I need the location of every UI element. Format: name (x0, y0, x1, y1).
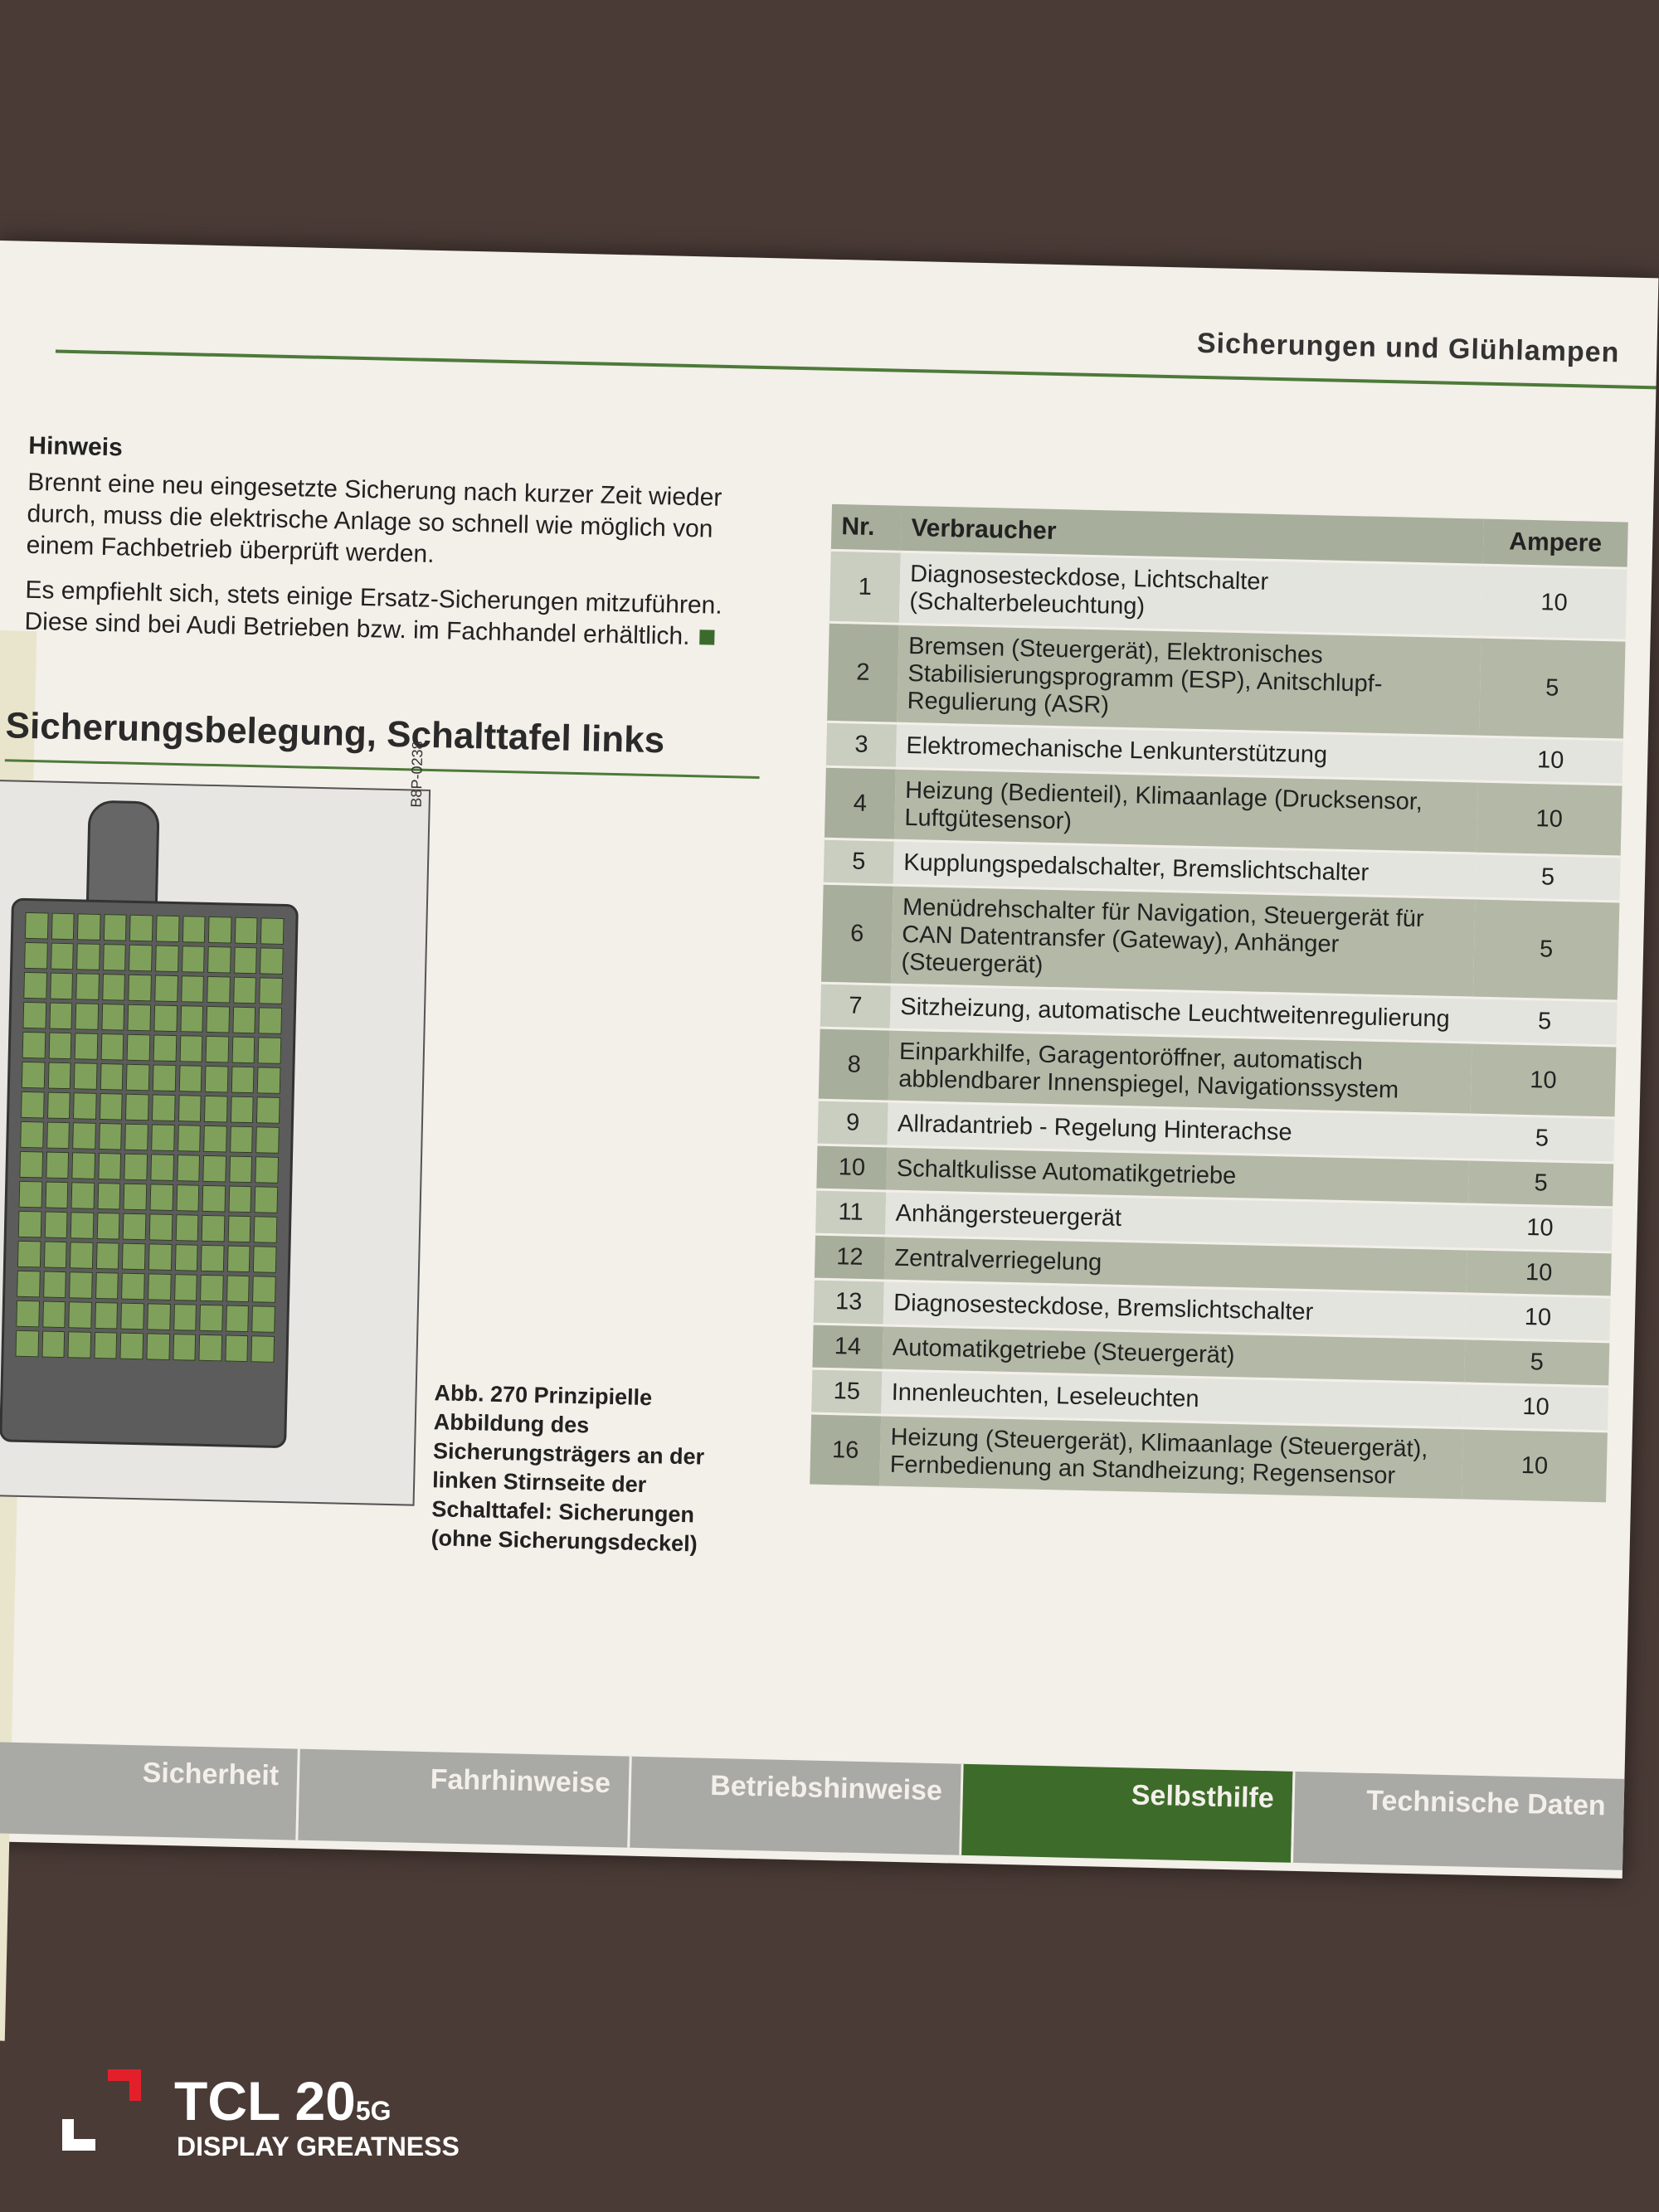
fuse-slot (153, 1004, 177, 1032)
section-rule (5, 759, 760, 779)
fuse-row (821, 883, 1619, 1001)
fuse-slot (206, 1036, 229, 1063)
fuse-box-figure (0, 741, 431, 1506)
fuse-nr-cell: 14 (812, 1324, 883, 1370)
fuse-slot (102, 974, 125, 1001)
page-header-title: Sicherungen und Glühlampen (1196, 327, 1620, 369)
fuse-slot (124, 1154, 148, 1181)
fuse-slot (231, 1067, 255, 1094)
fuse-slot (156, 915, 179, 942)
fuse-slot (76, 943, 100, 970)
fuse-slot (229, 1156, 252, 1184)
note-paragraph-1: Brennt eine neu eingesetzte Sicherung nach kurzer Zeit wieder durch, muss die elektrische Anlage so schnell wie möglich von einem Fachbetrieb überprüft werden. (26, 468, 722, 568)
fuse-amp-cell: 10 (1481, 565, 1627, 640)
fuse-amp-cell: 5 (1475, 853, 1620, 902)
fuse-slot (95, 1302, 118, 1330)
fuse-slot (252, 1305, 275, 1333)
fuse-nr-cell: 2 (827, 622, 899, 723)
chapter-tab[interactable]: Technische Daten (1291, 1772, 1624, 1870)
fuse-slot (69, 1271, 92, 1299)
fuse-slot (46, 1122, 70, 1150)
fuse-slot (68, 1301, 91, 1329)
fuse-slot (227, 1216, 251, 1243)
fuse-slot (203, 1155, 226, 1183)
fuse-slot (207, 976, 230, 1004)
fuse-slot (149, 1213, 173, 1241)
fuse-desc-cell: Heizung (Steuergerät), Klimaanlage (Steuergerät), Fernbedienung an Standheizung; Regensensor (879, 1415, 1463, 1499)
fuse-slot (199, 1305, 222, 1332)
fuse-carrier-illustration (0, 898, 299, 1449)
fuse-slot (98, 1153, 121, 1180)
chapter-tab[interactable]: Selbsthilfe (959, 1764, 1292, 1863)
fuse-desc-cell: Automatikgetriebe (Steuergerät) (882, 1325, 1465, 1383)
fuse-slot (47, 1092, 71, 1120)
fuse-amp-cell: 10 (1465, 1294, 1610, 1342)
fuse-nr-cell: 10 (816, 1145, 887, 1191)
fuse-slot (182, 946, 205, 973)
fuse-slot (205, 1066, 228, 1093)
fuse-slot (147, 1303, 170, 1330)
fuse-nr-cell: 11 (815, 1189, 886, 1236)
fuse-nr-cell: 8 (819, 1028, 890, 1101)
chapter-tab[interactable]: Fahrhinweise (295, 1749, 629, 1848)
figure-code: B8P-0238 (407, 741, 426, 808)
header-nr: Nr. (831, 504, 902, 552)
fuse-amp-cell: 5 (1472, 998, 1618, 1046)
fuse-slot (44, 1242, 67, 1269)
fuse-slot (43, 1271, 66, 1299)
fuse-amp-cell: 10 (1462, 1428, 1608, 1502)
fuse-desc-cell: Sitzheizung, automatische Leuchtweitenregulierung (890, 984, 1473, 1043)
fuse-slot (97, 1213, 120, 1240)
fuse-slot (207, 1006, 230, 1033)
fuse-slot (252, 1276, 275, 1303)
header-ampere: Ampere (1483, 519, 1628, 568)
fuse-slot (173, 1304, 197, 1331)
fuse-slot (126, 1064, 149, 1091)
fuse-slot (173, 1334, 196, 1361)
fuse-nr-cell: 1 (830, 550, 901, 624)
fuse-amp-cell: 5 (1469, 1115, 1614, 1163)
fuse-slot (15, 1330, 38, 1358)
fuse-slot (256, 1126, 280, 1154)
fuse-nr-cell: 16 (810, 1413, 881, 1485)
fuse-nr-cell: 9 (818, 1100, 888, 1146)
fuse-slot (22, 1062, 45, 1089)
fuse-slot (19, 1151, 42, 1179)
fuse-slot (255, 1186, 278, 1213)
tcl-logo-icon (62, 2069, 137, 2152)
fuse-slot (208, 916, 231, 944)
fuse-slot (234, 947, 257, 975)
fuse-amp-cell: 10 (1467, 1204, 1613, 1252)
fuse-slot (127, 1034, 150, 1062)
fuse-slot (23, 972, 46, 999)
chapter-tabs (0, 1742, 1624, 1870)
fuse-slot (260, 917, 284, 945)
fuse-slot (129, 915, 153, 942)
fuse-slot (181, 975, 204, 1003)
figure-caption: Abb. 270 Prinzipielle Abbildung des Sicherungsträgers an der linken Stirnseite der Schalttafel: Sicherungen (ohne Sicherungsdeckel) (431, 1380, 705, 1557)
fuse-slot (71, 1182, 95, 1209)
fuse-nr-cell: 4 (825, 766, 896, 840)
fuse-slot (124, 1184, 147, 1211)
fuse-slot (24, 942, 47, 970)
fuse-slot (231, 1096, 254, 1124)
fuse-slot (101, 1004, 124, 1031)
manual-page (0, 241, 1658, 1879)
fuse-slot (17, 1241, 41, 1268)
fuse-slot (174, 1244, 197, 1271)
fuse-slot (202, 1215, 225, 1242)
fuse-slot (260, 977, 283, 1004)
fuse-desc-cell: Kupplungspedalschalter, Bremslichtschalter (893, 840, 1477, 898)
fuse-slot (257, 1067, 280, 1094)
fuse-slot (100, 1063, 124, 1091)
fuse-slot (178, 1065, 202, 1092)
fuse-slot (25, 912, 48, 940)
fuse-slot (227, 1246, 251, 1273)
fuse-desc-cell: Heizung (Bedienteil), Klimaanlage (Drucksensor, Luftgütesensor) (894, 768, 1478, 853)
fuse-slot (260, 947, 283, 975)
fuse-slot (200, 1275, 223, 1302)
fuse-amp-cell: 5 (1479, 637, 1626, 740)
fuse-slot (20, 1121, 43, 1149)
fuse-slot (73, 1092, 96, 1120)
fuse-slot (129, 945, 152, 972)
fuse-slot (51, 913, 74, 941)
fuse-amp-cell: 5 (1468, 1159, 1613, 1208)
fuse-slot (94, 1332, 117, 1359)
fuse-slot (226, 1276, 250, 1303)
fuse-slot (175, 1214, 198, 1242)
fuse-amp-cell: 10 (1471, 1043, 1617, 1118)
note-title: Hinweis (28, 431, 124, 462)
fuse-desc-cell: Diagnosesteckdose, Bremslichtschalter (883, 1281, 1467, 1339)
fuse-slot (174, 1274, 197, 1301)
fuse-nr-cell: 13 (814, 1279, 884, 1325)
fuse-slot (256, 1096, 280, 1124)
fuse-slot (100, 1093, 123, 1121)
fuse-amp-cell: 10 (1477, 781, 1623, 857)
fuse-slot (129, 975, 152, 1002)
fuse-desc-cell: Menüdrehschalter für Navigation, Steuergerät für CAN Datentransfer (Gateway), Anhänger (Steuergerät) (891, 885, 1476, 998)
fuse-slot (47, 1062, 71, 1090)
fuse-slot (255, 1156, 279, 1184)
chapter-tab[interactable]: Betriebshinweise (627, 1757, 961, 1855)
fuse-desc-cell: Bremsen (Steuergerät), Elektronisches Stabilisierungsprogramm (ESP), Anitschlupf-Regulierung (ASR) (897, 624, 1481, 737)
fuse-slot (123, 1213, 146, 1241)
fuse-slot (233, 977, 256, 1004)
fuse-slot (258, 1037, 281, 1064)
fuse-slot (230, 1126, 253, 1154)
fuse-slot (207, 946, 231, 974)
fuse-slot (74, 1062, 97, 1090)
fuse-table (810, 504, 1628, 1502)
fuse-slot (199, 1334, 222, 1362)
fuse-slot (182, 916, 205, 943)
fuse-slot (19, 1181, 42, 1208)
fuse-slot (204, 1096, 227, 1123)
fuse-slot (95, 1272, 119, 1300)
fuse-slot (18, 1211, 41, 1238)
fuse-slot (153, 1034, 177, 1062)
fuse-slot (44, 1212, 67, 1239)
fuse-slot (103, 944, 126, 971)
fuse-slot (226, 1305, 249, 1333)
fuse-slot (177, 1155, 200, 1182)
fuse-slot (75, 973, 99, 1000)
fuse-slot (146, 1333, 169, 1360)
fuse-slot (100, 1033, 124, 1061)
fuse-slot (22, 1002, 46, 1029)
fuse-slot (68, 1331, 91, 1359)
fuse-slot (154, 975, 178, 1002)
fuse-slot (254, 1216, 277, 1243)
fuse-desc-cell: Einparkhilfe, Garagentoröffner, automatisch abblendbarer Innenspiegel, Navigationssystem (888, 1029, 1472, 1115)
fuse-slot (179, 1035, 202, 1062)
fuse-slot (155, 945, 178, 972)
fuse-desc-cell: Allradantrieb - Regelung Hinterachse (887, 1101, 1470, 1159)
fuse-slot (122, 1243, 145, 1271)
fuse-slot (49, 1003, 72, 1030)
fuse-nr-cell: 12 (815, 1234, 885, 1281)
fuse-slot (176, 1184, 199, 1212)
fuse-slot (253, 1246, 276, 1273)
fuse-slot (71, 1212, 94, 1239)
fuse-slot (121, 1303, 144, 1330)
fuse-slot (251, 1335, 275, 1363)
fuse-slot (148, 1273, 171, 1300)
fuse-slot-grid (15, 912, 284, 1363)
section-title: Sicherungsbelegung, Schalttafel links (5, 705, 665, 761)
fuse-nr-cell: 3 (826, 722, 897, 768)
fuse-slot (120, 1333, 144, 1360)
fuse-amp-cell: 10 (1478, 737, 1623, 785)
fuse-slot (259, 1007, 282, 1034)
fuse-slot (50, 973, 73, 1000)
fuse-slot (151, 1124, 174, 1151)
fuse-amp-cell: 5 (1473, 898, 1620, 1001)
fuse-slot (75, 1003, 99, 1030)
fuse-slot (153, 1064, 176, 1091)
fuse-slot (202, 1185, 226, 1213)
fuse-slot (96, 1242, 119, 1270)
fuse-amp-cell: 10 (1463, 1383, 1608, 1432)
note-box (24, 432, 776, 673)
fuse-slot (125, 1124, 148, 1151)
fuse-slot (22, 1032, 46, 1059)
fuse-slot (70, 1242, 93, 1269)
fuse-nr-cell: 6 (821, 883, 893, 984)
fuse-slot (201, 1245, 224, 1272)
fuse-nr-cell: 15 (811, 1369, 882, 1415)
fuse-slot (72, 1152, 95, 1179)
fuse-slot (121, 1273, 144, 1300)
fuse-desc-cell: Anhängersteuergerät (885, 1191, 1468, 1249)
fuse-slot (46, 1152, 69, 1179)
fuse-desc-cell: Innenleuchten, Leseleuchten (881, 1370, 1464, 1428)
fuse-row (827, 622, 1625, 740)
fuse-slot (51, 943, 74, 970)
fuse-nr-cell: 7 (820, 983, 891, 1029)
fuse-desc-cell: Elektromechanische Lenkunterstützung (896, 723, 1479, 781)
fuse-slot (232, 1007, 255, 1034)
fuse-slot (42, 1300, 66, 1328)
fuse-slot (45, 1182, 68, 1209)
fuse-slot (178, 1095, 202, 1122)
fuse-slot (235, 917, 258, 945)
fuse-desc-cell: Schaltkulisse Automatikgetriebe (886, 1146, 1469, 1204)
fuse-nr-cell: 5 (824, 839, 894, 885)
watermark-slogan: DISPLAY GREATNESS (177, 2132, 460, 2161)
fuse-slot (75, 1033, 98, 1060)
fuse-slot (148, 1243, 172, 1271)
fuse-slot (150, 1184, 173, 1211)
fuse-slot (231, 1037, 255, 1064)
note-paragraph-2 (24, 575, 771, 654)
fuse-desc-cell: Zentralverriegelung (884, 1236, 1467, 1294)
fuse-slot (128, 1004, 151, 1032)
note-paragraph-2-text: Es empfiehlt sich, stets einige Ersatz-Sicherungen mitzuführen. Diese sind bei Audi Betrieben bzw. im Fachhandel erhältlich. (24, 576, 723, 650)
fuse-desc-cell: Diagnosesteckdose, Lichtschalter (Schalterbeleuchtung) (899, 552, 1483, 637)
fuse-slot (41, 1330, 65, 1358)
fuse-slot (48, 1033, 71, 1060)
fuse-slot (150, 1154, 173, 1181)
watermark-brand: TCL 205G (174, 2070, 392, 2132)
fuse-slot (72, 1122, 95, 1150)
fuse-slot (77, 913, 100, 941)
chapter-tab[interactable]: Sicherheit (0, 1742, 298, 1840)
fuse-slot (104, 914, 127, 941)
fuse-slot (21, 1091, 44, 1119)
end-square-icon (699, 630, 714, 644)
fuse-slot (203, 1125, 226, 1153)
fuse-slot (16, 1300, 39, 1328)
header-consumer: Verbraucher (901, 506, 1484, 565)
fuse-slot (180, 1005, 203, 1033)
fuse-slot (97, 1183, 120, 1210)
fuse-amp-cell: 10 (1467, 1249, 1612, 1297)
fuse-slot (152, 1094, 175, 1121)
fuse-slot (125, 1094, 148, 1121)
fuse-slot (225, 1335, 248, 1363)
fuse-slot (99, 1123, 122, 1150)
fuse-amp-cell: 5 (1464, 1339, 1609, 1387)
fuse-box-mount-tab (86, 800, 160, 915)
fuse-slot (228, 1186, 251, 1213)
fuse-slot (17, 1271, 40, 1298)
fuse-slot (178, 1125, 201, 1152)
